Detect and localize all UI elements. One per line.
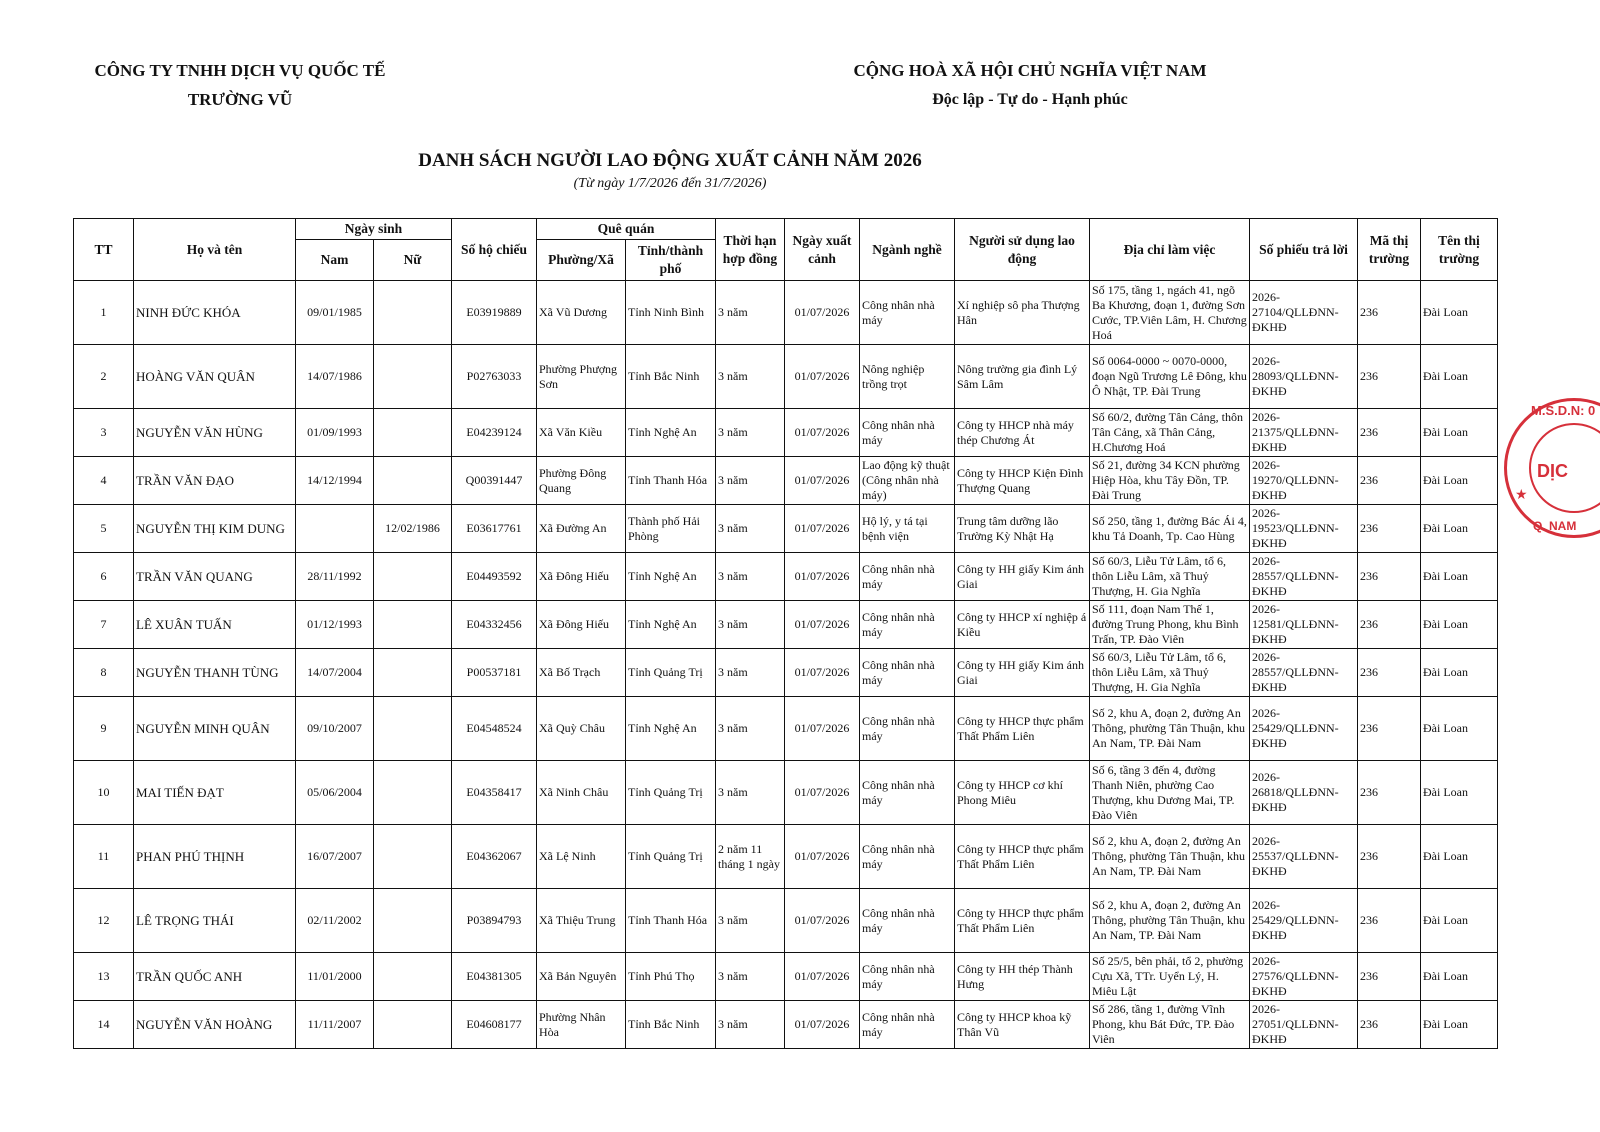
header-occupation: Ngành nghề — [860, 219, 955, 281]
cell-dob-male: 02/11/2002 — [296, 889, 374, 953]
cell-contract: 3 năm — [716, 457, 785, 505]
table-row — [74, 281, 1498, 345]
cell-name: PHAN PHÚ THỊNH — [134, 825, 296, 889]
cell-employer: Công ty HH thép Thành Hưng — [955, 953, 1090, 1001]
header-tt: TT — [74, 219, 134, 281]
company-name-line2: TRƯỜNG VŨ — [187, 90, 293, 109]
cell-tt: 1 — [74, 281, 134, 345]
cell-market-name: Đài Loan — [1421, 761, 1498, 825]
cell-departure: 01/07/2026 — [785, 553, 860, 601]
cell-dob-male: 14/07/1986 — [296, 345, 374, 409]
cell-employer: Công ty HHCP Kiện Đình Thượng Quang — [955, 457, 1090, 505]
header-contract: Thời hạn hợp đồng — [716, 219, 785, 281]
cell-address: Số 175, tầng 1, ngách 41, ngõ Ba Khương, đoạn 1, đường Sơn Cước, TP.Viên Lâm, H. Chương Hoá — [1090, 281, 1250, 345]
company-name-line1: CÔNG TY TNHH DỊCH VỤ QUỐC TẾ — [94, 61, 386, 80]
cell-ward: Xã Đường An — [537, 505, 626, 553]
cell-dob-female — [374, 953, 452, 1001]
cell-departure: 01/07/2026 — [785, 345, 860, 409]
cell-contract: 3 năm — [716, 1001, 785, 1049]
cell-dob-female — [374, 457, 452, 505]
cell-passport: E04381305 — [452, 953, 537, 1001]
cell-ward: Xã Lệ Ninh — [537, 825, 626, 889]
cell-departure: 01/07/2026 — [785, 825, 860, 889]
cell-province: Tỉnh Bắc Ninh — [626, 1001, 716, 1049]
cell-contract: 3 năm — [716, 889, 785, 953]
cell-address: Số 0064-0000 ~ 0070-0000, đoạn Ngũ Trương Lê Đông, khu Ô Nhật, TP. Đài Trung — [1090, 345, 1250, 409]
header-employer: Người sử dụng lao động — [955, 219, 1090, 281]
cell-departure: 01/07/2026 — [785, 889, 860, 953]
cell-occupation: Công nhân nhà máy — [860, 409, 955, 457]
cell-contract: 3 năm — [716, 345, 785, 409]
cell-employer: Công ty HHCP thực phẩm Thất Phẩm Liên — [955, 825, 1090, 889]
header-passport: Số hộ chiếu — [452, 219, 537, 281]
cell-employer: Công ty HHCP cơ khí Phong Miêu — [955, 761, 1090, 825]
cell-ward: Xã Thiệu Trung — [537, 889, 626, 953]
cell-address: Số 21, đường 34 KCN phường Hiệp Hòa, khu Tây Đồn, TP. Đài Trung — [1090, 457, 1250, 505]
cell-market-name: Đài Loan — [1421, 345, 1498, 409]
cell-market-name: Đài Loan — [1421, 409, 1498, 457]
cell-dob-female — [374, 601, 452, 649]
cell-employer: Công ty HH giấy Kim ánh Giai — [955, 553, 1090, 601]
cell-departure: 01/07/2026 — [785, 457, 860, 505]
cell-market-code: 236 — [1358, 1001, 1421, 1049]
cell-dob-male: 14/07/2004 — [296, 649, 374, 697]
header-reply: Số phiếu trả lời — [1250, 219, 1358, 281]
cell-market-code: 236 — [1358, 761, 1421, 825]
cell-passport: P03894793 — [452, 889, 537, 953]
cell-dob-male: 09/10/2007 — [296, 697, 374, 761]
cell-employer: Công ty HHCP xí nghiệp á Kiều — [955, 601, 1090, 649]
cell-province: Tỉnh Quảng Trị — [626, 649, 716, 697]
cell-departure: 01/07/2026 — [785, 761, 860, 825]
company-seal — [1504, 398, 1600, 538]
cell-dob-male: 28/11/1992 — [296, 553, 374, 601]
cell-employer: Công ty HHCP khoa kỹ Thân Vũ — [955, 1001, 1090, 1049]
cell-employer: Công ty HHCP nhà máy thép Chương Át — [955, 409, 1090, 457]
cell-tt: 11 — [74, 825, 134, 889]
cell-address: Số 6, tầng 3 đến 4, đường Thanh Niên, phường Cao Thượng, khu Dương Mai, TP. Đào Viên — [1090, 761, 1250, 825]
header-ward: Phường/Xã — [537, 240, 626, 281]
cell-tt: 3 — [74, 409, 134, 457]
cell-dob-male: 05/06/2004 — [296, 761, 374, 825]
cell-contract: 3 năm — [716, 697, 785, 761]
cell-market-code: 236 — [1358, 409, 1421, 457]
cell-province: Tỉnh Nghệ An — [626, 409, 716, 457]
seal-top-text: M.S.D.N: 0 — [1531, 403, 1596, 418]
cell-market-code: 236 — [1358, 889, 1421, 953]
cell-market-code: 236 — [1358, 553, 1421, 601]
cell-tt: 4 — [74, 457, 134, 505]
cell-reply: 2026-28093/QLLĐNN-ĐKHĐ — [1250, 345, 1358, 409]
cell-address: Số 25/5, bên phải, tổ 2, phường Cựu Xã, TTr. Uyển Lý, H. Miêu Lật — [1090, 953, 1250, 1001]
cell-departure: 01/07/2026 — [785, 601, 860, 649]
table-row — [74, 953, 1498, 1001]
cell-departure: 01/07/2026 — [785, 649, 860, 697]
table-row — [74, 1001, 1498, 1049]
cell-market-name: Đài Loan — [1421, 601, 1498, 649]
header-hometown: Quê quán — [537, 219, 716, 240]
cell-address: Số 60/3, Liễu Tử Lâm, tổ 6, thôn Liễu Lâm, xã Thuỷ Thượng, H. Gia Nghĩa — [1090, 649, 1250, 697]
cell-employer: Trung tâm dưỡng lão Trường Kỳ Nhật Hạ — [955, 505, 1090, 553]
cell-reply: 2026-21375/QLLĐNN-ĐKHĐ — [1250, 409, 1358, 457]
cell-dob-female — [374, 409, 452, 457]
cell-passport: E04362067 — [452, 825, 537, 889]
cell-contract: 3 năm — [716, 505, 785, 553]
cell-market-code: 236 — [1358, 505, 1421, 553]
cell-reply: 2026-25537/QLLĐNN-ĐKHĐ — [1250, 825, 1358, 889]
cell-province: Tỉnh Thanh Hóa — [626, 457, 716, 505]
cell-market-name: Đài Loan — [1421, 953, 1498, 1001]
cell-tt: 12 — [74, 889, 134, 953]
cell-dob-female: 12/02/1986 — [374, 505, 452, 553]
cell-ward: Xã Bố Trạch — [537, 649, 626, 697]
cell-market-code: 236 — [1358, 953, 1421, 1001]
cell-ward: Phường Đông Quang — [537, 457, 626, 505]
cell-dob-female — [374, 761, 452, 825]
cell-address: Số 2, khu A, đoạn 2, đường An Thông, phường Tân Thuận, khu An Nam, TP. Đài Nam — [1090, 697, 1250, 761]
worker-table — [73, 218, 1498, 1049]
table-row — [74, 697, 1498, 761]
cell-reply: 2026-26818/QLLĐNN-ĐKHĐ — [1250, 761, 1358, 825]
cell-dob-male: 11/01/2000 — [296, 953, 374, 1001]
cell-province: Tỉnh Thanh Hóa — [626, 889, 716, 953]
cell-tt: 8 — [74, 649, 134, 697]
cell-reply: 2026-27576/QLLĐNN-ĐKHĐ — [1250, 953, 1358, 1001]
cell-dob-male: 01/12/1993 — [296, 601, 374, 649]
cell-occupation: Công nhân nhà máy — [860, 1001, 955, 1049]
table-row — [74, 649, 1498, 697]
cell-name: NGUYỄN VĂN HÙNG — [134, 409, 296, 457]
cell-market-code: 236 — [1358, 601, 1421, 649]
cell-occupation: Công nhân nhà máy — [860, 825, 955, 889]
cell-ward: Xã Ninh Châu — [537, 761, 626, 825]
cell-passport: E03919889 — [452, 281, 537, 345]
cell-passport: P00537181 — [452, 649, 537, 697]
worker-table-body — [74, 281, 1498, 1049]
cell-reply: 2026-27051/QLLĐNN-ĐKHĐ — [1250, 1001, 1358, 1049]
cell-name: NGUYỄN THANH TÙNG — [134, 649, 296, 697]
header-market-code: Mã thị trường — [1358, 219, 1421, 281]
cell-passport: Q00391447 — [452, 457, 537, 505]
cell-name: HOÀNG VĂN QUÂN — [134, 345, 296, 409]
cell-occupation: Công nhân nhà máy — [860, 889, 955, 953]
cell-passport: E04239124 — [452, 409, 537, 457]
cell-dob-male: 11/11/2007 — [296, 1001, 374, 1049]
header-departure: Ngày xuất cảnh — [785, 219, 860, 281]
cell-tt: 10 — [74, 761, 134, 825]
cell-address: Số 111, đoạn Nam Thế 1, đường Trung Phong, khu Bình Trấn, TP. Đào Viên — [1090, 601, 1250, 649]
cell-reply: 2026-19270/QLLĐNN-ĐKHĐ — [1250, 457, 1358, 505]
cell-market-name: Đài Loan — [1421, 1001, 1498, 1049]
table-row — [74, 761, 1498, 825]
cell-tt: 7 — [74, 601, 134, 649]
cell-tt: 2 — [74, 345, 134, 409]
cell-ward: Xã Đông Hiếu — [537, 601, 626, 649]
cell-market-name: Đài Loan — [1421, 697, 1498, 761]
cell-name: MAI TIẾN ĐẠT — [134, 761, 296, 825]
cell-departure: 01/07/2026 — [785, 697, 860, 761]
cell-tt: 5 — [74, 505, 134, 553]
cell-passport: E04548524 — [452, 697, 537, 761]
header-name: Họ và tên — [134, 219, 296, 281]
cell-dob-female — [374, 345, 452, 409]
header-address: Địa chỉ làm việc — [1090, 219, 1250, 281]
cell-province: Tỉnh Ninh Bình — [626, 281, 716, 345]
cell-reply: 2026-12581/QLLĐNN-ĐKHĐ — [1250, 601, 1358, 649]
cell-dob-female — [374, 697, 452, 761]
cell-passport: E04358417 — [452, 761, 537, 825]
cell-occupation: Công nhân nhà máy — [860, 281, 955, 345]
table-row — [74, 345, 1498, 409]
cell-ward: Xã Văn Kiều — [537, 409, 626, 457]
cell-name: TRẦN VĂN QUANG — [134, 553, 296, 601]
cell-passport: E04608177 — [452, 1001, 537, 1049]
cell-market-code: 236 — [1358, 281, 1421, 345]
cell-province: Tỉnh Nghệ An — [626, 697, 716, 761]
cell-passport: E03617761 — [452, 505, 537, 553]
cell-market-name: Đài Loan — [1421, 825, 1498, 889]
cell-contract: 3 năm — [716, 281, 785, 345]
cell-reply: 2026-25429/QLLĐNN-ĐKHĐ — [1250, 697, 1358, 761]
cell-occupation: Công nhân nhà máy — [860, 697, 955, 761]
cell-province: Tỉnh Phú Thọ — [626, 953, 716, 1001]
cell-ward: Xã Vũ Dương — [537, 281, 626, 345]
cell-ward: Phường Phượng Sơn — [537, 345, 626, 409]
cell-contract: 3 năm — [716, 409, 785, 457]
cell-dob-male — [296, 505, 374, 553]
cell-occupation: Công nhân nhà máy — [860, 761, 955, 825]
cell-market-name: Đài Loan — [1421, 649, 1498, 697]
cell-province: Tỉnh Quảng Trị — [626, 825, 716, 889]
document-title: DANH SÁCH NGƯỜI LAO ĐỘNG XUẤT CẢNH NĂM 2026 — [418, 150, 922, 171]
cell-departure: 01/07/2026 — [785, 281, 860, 345]
cell-tt: 6 — [74, 553, 134, 601]
cell-address: Số 2, khu A, đoạn 2, đường An Thông, phường Tân Thuận, khu An Nam, TP. Đài Nam — [1090, 889, 1250, 953]
header-female: Nữ — [374, 240, 452, 281]
document-subtitle: (Từ ngày 1/7/2026 đến 31/7/2026) — [573, 176, 767, 191]
cell-contract: 3 năm — [716, 553, 785, 601]
cell-market-code: 236 — [1358, 697, 1421, 761]
cell-address: Số 60/2, đường Tân Cảng, thôn Tân Cảng, xã Thân Cảng, H.Chương Hoá — [1090, 409, 1250, 457]
seal-middle-text: DỊC — [1537, 461, 1568, 481]
cell-reply: 2026-28557/QLLĐNN-ĐKHĐ — [1250, 649, 1358, 697]
cell-occupation: Hộ lý, y tá tại bệnh viện — [860, 505, 955, 553]
table-row — [74, 889, 1498, 953]
cell-province: Tỉnh Quảng Trị — [626, 761, 716, 825]
cell-name: NGUYỄN MINH QUÂN — [134, 697, 296, 761]
cell-ward: Xã Bản Nguyên — [537, 953, 626, 1001]
cell-market-name: Đài Loan — [1421, 457, 1498, 505]
cell-tt: 13 — [74, 953, 134, 1001]
cell-occupation: Lao động kỹ thuật (Công nhân nhà máy) — [860, 457, 955, 505]
table-row — [74, 553, 1498, 601]
header-male: Nam — [296, 240, 374, 281]
company-header — [60, 56, 420, 114]
cell-province: Thành phố Hải Phòng — [626, 505, 716, 553]
cell-name: LÊ XUÂN TUẤN — [134, 601, 296, 649]
cell-ward: Xã Đông Hiếu — [537, 553, 626, 601]
cell-market-name: Đài Loan — [1421, 281, 1498, 345]
header-dob: Ngày sinh — [296, 219, 452, 240]
cell-reply: 2026-25429/QLLĐNN-ĐKHĐ — [1250, 889, 1358, 953]
cell-tt: 9 — [74, 697, 134, 761]
cell-name: NINH ĐỨC KHÓA — [134, 281, 296, 345]
cell-reply: 2026-28557/QLLĐNN-ĐKHĐ — [1250, 553, 1358, 601]
cell-reply: 2026-19523/QLLĐNN-ĐKHĐ — [1250, 505, 1358, 553]
cell-market-name: Đài Loan — [1421, 889, 1498, 953]
cell-dob-female — [374, 553, 452, 601]
cell-dob-female — [374, 889, 452, 953]
cell-province: Tỉnh Bắc Ninh — [626, 345, 716, 409]
cell-departure: 01/07/2026 — [785, 505, 860, 553]
cell-market-code: 236 — [1358, 345, 1421, 409]
table-row — [74, 457, 1498, 505]
nation-motto: Độc lập - Tự do - Hạnh phúc — [932, 91, 1128, 108]
cell-market-code: 236 — [1358, 649, 1421, 697]
cell-occupation: Công nhân nhà máy — [860, 553, 955, 601]
cell-dob-female — [374, 281, 452, 345]
cell-address: Số 60/3, Liễu Tử Lâm, tổ 6, thôn Liễu Lâm, xã Thuỷ Thượng, H. Gia Nghĩa — [1090, 553, 1250, 601]
cell-name: TRẦN QUỐC ANH — [134, 953, 296, 1001]
cell-ward: Phường Nhân Hòa — [537, 1001, 626, 1049]
nation-name: CỘNG HOÀ XÃ HỘI CHỦ NGHĨA VIỆT NAM — [853, 61, 1207, 80]
cell-occupation: Công nhân nhà máy — [860, 649, 955, 697]
table-row — [74, 409, 1498, 457]
cell-departure: 01/07/2026 — [785, 409, 860, 457]
cell-province: Tỉnh Nghệ An — [626, 601, 716, 649]
cell-employer: Xí nghiệp sô pha Thượng Hân — [955, 281, 1090, 345]
cell-contract: 3 năm — [716, 761, 785, 825]
cell-market-name: Đài Loan — [1421, 505, 1498, 553]
cell-dob-male: 09/01/1985 — [296, 281, 374, 345]
header-province: Tỉnh/thành phố — [626, 240, 716, 281]
cell-employer: Công ty HHCP thực phẩm Thất Phẩm Liên — [955, 889, 1090, 953]
table-row — [74, 601, 1498, 649]
cell-contract: 3 năm — [716, 953, 785, 1001]
cell-province: Tỉnh Nghệ An — [626, 553, 716, 601]
cell-employer: Công ty HHCP thực phẩm Thất Phẩm Liên — [955, 697, 1090, 761]
cell-name: LÊ TRỌNG THÁI — [134, 889, 296, 953]
seal-bottom-text: Q. NAM — [1533, 519, 1577, 533]
table-row — [74, 825, 1498, 889]
cell-departure: 01/07/2026 — [785, 953, 860, 1001]
cell-dob-male: 14/12/1994 — [296, 457, 374, 505]
cell-dob-female — [374, 649, 452, 697]
cell-tt: 14 — [74, 1001, 134, 1049]
cell-address: Số 250, tầng 1, đường Bác Ái 4, khu Tả Doanh, Tp. Cao Hùng — [1090, 505, 1250, 553]
cell-departure: 01/07/2026 — [785, 1001, 860, 1049]
nation-header — [820, 56, 1240, 114]
cell-name: NGUYỄN VĂN HOÀNG — [134, 1001, 296, 1049]
cell-market-name: Đài Loan — [1421, 553, 1498, 601]
cell-occupation: Công nhân nhà máy — [860, 601, 955, 649]
cell-name: TRẦN VĂN ĐẠO — [134, 457, 296, 505]
cell-dob-female — [374, 825, 452, 889]
cell-reply: 2026-27104/QLLĐNN-ĐKHĐ — [1250, 281, 1358, 345]
cell-occupation: Công nhân nhà máy — [860, 953, 955, 1001]
cell-dob-female — [374, 1001, 452, 1049]
cell-market-code: 236 — [1358, 457, 1421, 505]
header-market-name: Tên thị trường — [1421, 219, 1498, 281]
cell-passport: E04493592 — [452, 553, 537, 601]
cell-dob-male: 01/09/1993 — [296, 409, 374, 457]
cell-contract: 3 năm — [716, 649, 785, 697]
cell-employer: Công ty HH giấy Kim ánh Giai — [955, 649, 1090, 697]
cell-address: Số 286, tầng 1, đường Vĩnh Phong, khu Bát Đức, TP. Đào Viên — [1090, 1001, 1250, 1049]
cell-market-code: 236 — [1358, 825, 1421, 889]
seal-star-icon: ★ — [1515, 488, 1528, 503]
cell-contract: 2 năm 11 tháng 1 ngày — [716, 825, 785, 889]
cell-contract: 3 năm — [716, 601, 785, 649]
cell-dob-male: 16/07/2007 — [296, 825, 374, 889]
cell-address: Số 2, khu A, đoạn 2, đường An Thông, phường Tân Thuận, khu An Nam, TP. Đài Nam — [1090, 825, 1250, 889]
table-row — [74, 505, 1498, 553]
cell-ward: Xã Quỳ Châu — [537, 697, 626, 761]
cell-occupation: Nông nghiệp trồng trọt — [860, 345, 955, 409]
cell-employer: Nông trường gia đình Lý Sâm Lâm — [955, 345, 1090, 409]
cell-passport: E04332456 — [452, 601, 537, 649]
cell-passport: P02763033 — [452, 345, 537, 409]
cell-name: NGUYỄN THỊ KIM DUNG — [134, 505, 296, 553]
